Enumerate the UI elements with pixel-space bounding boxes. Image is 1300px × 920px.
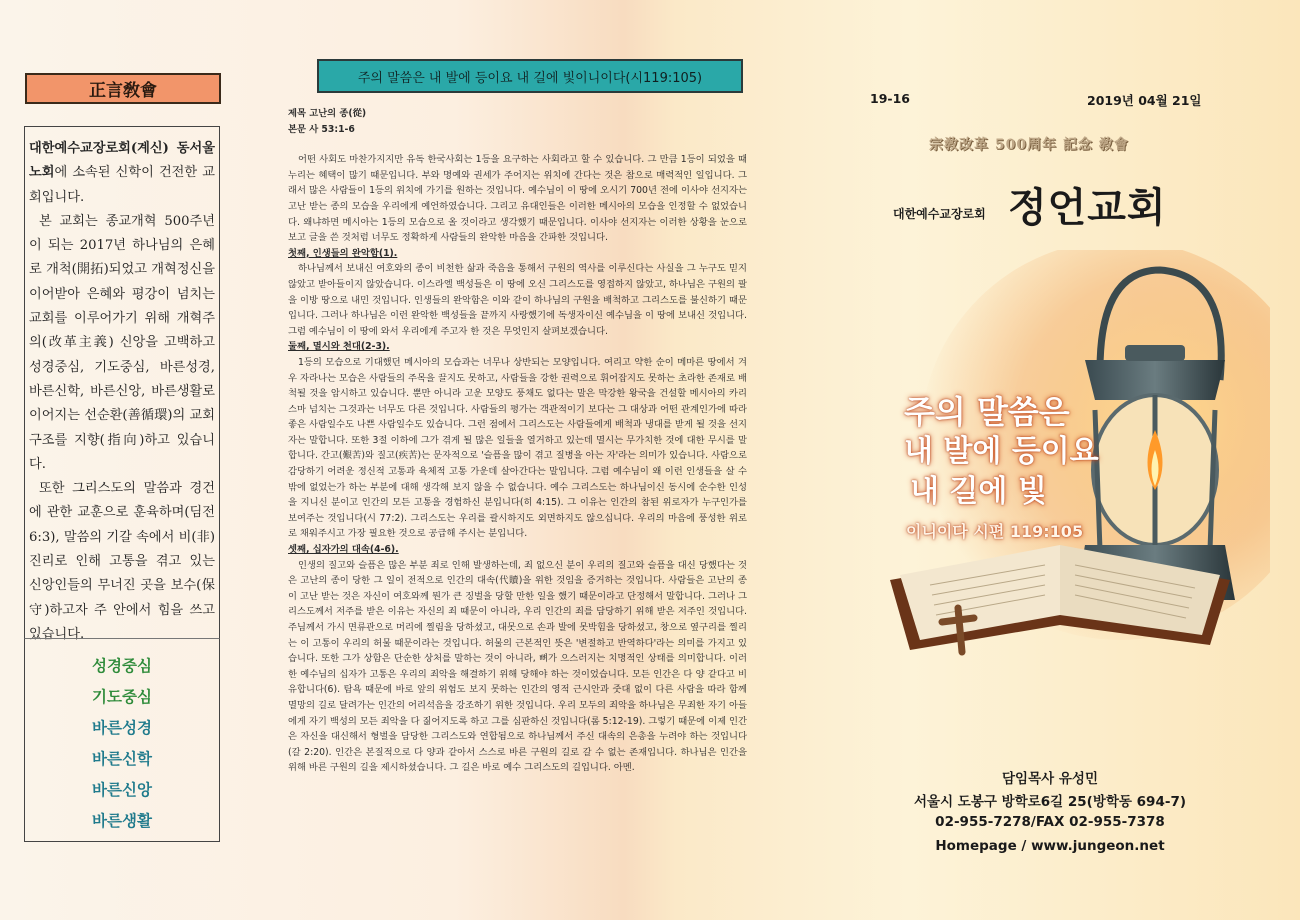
motto-item: 바른신앙 bbox=[92, 781, 152, 799]
calligraphy-line: 주의 말씀은 bbox=[904, 393, 1070, 431]
cover-calligraphy bbox=[904, 392, 1099, 552]
motto-item: 바른성경 bbox=[92, 719, 152, 737]
denomination-label: 대한예수교장로회 bbox=[893, 207, 986, 221]
sermon-scripture: 본문 사 53:1-6 bbox=[288, 123, 355, 135]
homepage-link[interactable]: Homepage / www.jungeon.net bbox=[935, 838, 1165, 854]
anniversary-caption: 宗敎改革 500周年 記念 敎會 bbox=[929, 137, 1129, 153]
church-name: 정언교회 bbox=[1008, 185, 1167, 231]
section-heading: 둘째, 멸시와 천대(2-3). bbox=[288, 341, 390, 353]
intro-paragraph: 또한 그리스도의 말씀과 경건에 관한 교훈으로 훈육하며(딤전 6:3), 말씀의 기갈 속에서 비(非) 진리로 인해 고통을 겪고 있는 신앙인들의 무너진 곳을 보수(保守)하고자 주 안에서 힘을 쓰고 있습니다. bbox=[29, 481, 215, 642]
sermon-text bbox=[288, 106, 747, 776]
sermon-title: 제목 고난의 종(從) bbox=[288, 108, 367, 119]
calligraphy-line: 이니이다 시편 119:105 bbox=[906, 522, 1084, 541]
section-body: 인생의 질고와 슬픔은 많은 부분 죄로 인해 발생하는데, 죄 없으신 분이 우리의 질고와 슬픔을 대신 당했다는 것은 고난의 종이 당한 그 일이 전적으로 인간의 대속(代贖)을 위한 것임을 증거하는 것입니다. 사람들은 고난의 종이 고난 받는 것은 자신이 여호와께 뭔가 큰 징벌을 당할 만한 일을 했기 때문이라고 단정해서 말합니다. 그러나 그리스도께서 저주를 받은 이유는 자신의 죄 때문이 아니라, 우리 인간의 죄를 담당하기 위해 받은 저주인 것입니다. 주님께서 가시 면류관으로 머리에 찔림을 당하셨고, 대못으로 손과 발에 못박힘을 당하셨고, 창으로 옆구리를 찔리는 이 고통이 우리의 허물 때문이라는 것입니다. 허물의 근본적인 뜻은 '변절하고 반역하다'라는 의미를 가지고 있습니다. 또한 그가 상함은 단순한 상처를 말하는 것이 아니라, 뼈가 으스러지는 치명적인 상태를 의미합니다. 이러한 예수님의 십자가 고통은 우리의 죄악을 해결하기 위해 당해야 하는 것이었습니다. 모든 인간은 다 양 같다고 비유합니다(6). 탐욕 때문에 바로 앞의 위험도 보지 못하는 인간의 영적 근시안과 줏대 없이 다른 사람을 따라 함께 멸망의 길로 달려가는 인간의 어리석음을 강조하기 위한 것입니다. 우리 모두의 죄악을 하나님은 무죄한 자기 아들에게 자기 백성의 모든 죄악을 다 짊어지도록 하고 그를 심판하신 것입니다(롬 5:12-19). 그렇기 때문에 이제 인간은 자신을 대신해서 형벌을 담당한 그리스도와 연합됨으로 하나님께서 주신 대속의 은총을 누려야 하는 것입니다(갈 2:20). 인간은 본질적으로 다 양과 같아서 스스로 바른 구원의 길로 갈 수 없는 존재입니다. 하나님은 인간을 위해 바른 구원의 길을 제시하셨습니다. 그 길은 바로 예수 그리스도의 길입니다. 아멘. bbox=[288, 559, 747, 774]
sermon-intro: 어떤 사회도 마찬가지지만 유독 한국사회는 1등을 요구하는 사회라고 할 수 있습니다. 그 만큼 1등이 되었을 때 누리는 혜택이 많기 때문입니다. 부와 명예와 권세가 주어지는 위치에 간다는 것은 참으로 매력적인 일입니다. 그래서 많은 사람들이 1등의 위치에 가기를 원하는 것입니다. 예수님이 이 땅에 오시기 700년 전에 이사야 선지자는 고난 받는 종의 모습을 우리에게 예언하였습니다. 그리고 유대인들은 이러한 메시아의 모습을 인정할 수 없었습니다. 왜냐하면 메시아는 1등의 모습으로 올 것이라고 생각했기 때문입니다. 이사야 선지자는 이러한 상황을 눈으로 보고 글을 쓴 것처럼 너무도 정확하게 사람들의 완악한 마음을 간파한 것입니다. bbox=[288, 154, 747, 244]
intro-text: 에 소속된 신학이 건전한 교회입니다. bbox=[29, 165, 215, 205]
church-introduction bbox=[24, 126, 220, 642]
pastor-name: 담임목사 유성민 bbox=[1002, 771, 1098, 787]
section-heading: 셋째, 십자가의 대속(4-6). bbox=[288, 544, 399, 556]
lantern-cap bbox=[1125, 345, 1185, 361]
section-body: 1등의 모습으로 기대했던 메시아의 모습과는 너무나 상반되는 모양입니다. 여리고 약한 순이 메마른 땅에서 겨우 자라나는 모습은 사람들의 주목을 끌지도 못하고, 사람들을 강한 권력으로 휘어잡지도 못하는 초라한 존재로 배척될 것을 암시하고 있습니다. 뿐만 아니라 고운 모양도 풍채도 없다는 말은 막강한 왕국을 건설할 메시아의 카리스마 넘치는 그것과는 너무도 다른 것입니다. 사람들의 평가는 객관적이기 보다는 그 대상과 어떤 관계인가에 따라 좋은 사람일수도 나쁜 사람일수도 있습니다. 그런 점에서 그리스도는 사람들에게 배척과 냉대를 받게 될 것을 선지자는 말합니다. 또한 3절 이하에 그가 겪게 될 많은 일들을 열거하고 있는데 멸시는 무가치한 것에 대한 무시를 말합니다. 간고(艱苦)와 질고(疾苦)는 문자적으로 '슬픔을 많이 겪고 질병을 아는 자'라는 의미가 있습니다. 사람으로 감당하기 어려운 정신적 고통과 육체적 고통 가운데 살아간다는 말입니다. 그럼 예수님이 왜 이런 인생들을 살 수 밖에 없었는가 하는 부분에 대해 생각해 보지 않을 수 없습니다. 예수 그리스도는 하나님이신 동시에 순수한 인성을 지니신 분이고 인간의 모든 고통을 경험하신 분입니다(히 4:15). 그 이유는 인간의 참된 위로자가 누구인가를 보여주는 것입니다(시 77:2). 그리스도는 우리를 괄시하지도 외면하지도 않으십니다. 우리의 마음에 풍성한 위로로 채워주시고 가장 필요한 것으로 공급해 주시는 분입니다. bbox=[288, 356, 747, 540]
bulletin-date: 2019년 04월 21일 bbox=[1087, 93, 1202, 108]
motto-item: 성경중심 bbox=[92, 657, 152, 675]
intro-paragraph bbox=[29, 137, 215, 210]
motto-item: 바른생활 bbox=[92, 812, 152, 830]
church-address: 서울시 도봉구 방학로6길 25(방학동 694-7) bbox=[913, 794, 1187, 810]
phone-fax: 02-955-7278/FAX 02-955-7378 bbox=[935, 814, 1165, 830]
intro-bold-text: 대한예수교장로회(계신) 동서울 노회 bbox=[29, 141, 215, 181]
motto-item: 기도중심 bbox=[92, 688, 152, 706]
church-hanja-title: 正言敎會 bbox=[25, 73, 221, 104]
calligraphy-line: 내 발에 등이요 bbox=[904, 434, 1099, 469]
issue-number: 19-16 bbox=[870, 91, 910, 106]
intro-paragraph: 본 교회는 종교개혁 500주년이 되는 2017년 하나님의 은혜로 개척(開拓)되었고 개혁정신을 이어받아 은혜와 평강이 넘치는 교회를 이루어가기 위해 개혁주의(改革主義) 신앙을 고백하고 성경중심, 기도중심, 바른성경, 바른신학, 바른신앙, 바른생활로 이어지는 선순환(善循環)의 교회 구조를 지향(指向)하고 있습니다. bbox=[29, 213, 215, 472]
section-body: 하나님께서 보내신 여호와의 종이 비천한 삶과 죽음을 통해서 구원의 역사를 이루신다는 사실을 그 누구도 믿지 않았고 받아들이지 않았습니다. 이스라엘 백성들은 이 땅에 오신 그리스도를 영접하지 않았고, 하나님은 구원의 팔을 이방 땅으로 내민 것입니다. 인생들의 완악함은 이와 같이 하나님의 구원을 배척하고 그리스도를 불신하기 때문입니다. 그러나 하나님은 이런 완악한 백성들을 끝까지 사랑했기에 독생자이신 예수님을 이 땅에 보내신 것입니다. 그럼 예수님이 이 땅에 와서 우리에게 주고자 한 것은 무엇인지 살펴보겠습니다. bbox=[288, 263, 747, 337]
calligraphy-line: 내 길에 빛 bbox=[910, 474, 1047, 509]
church-mottos bbox=[24, 638, 220, 842]
motto-item: 바른신학 bbox=[92, 750, 152, 768]
section-heading: 첫째, 인생들의 완악함(1). bbox=[288, 247, 398, 259]
verse-banner: 주의 말씀은 내 발에 등이요 내 길에 빛이니이다(시119:105) bbox=[317, 59, 743, 93]
